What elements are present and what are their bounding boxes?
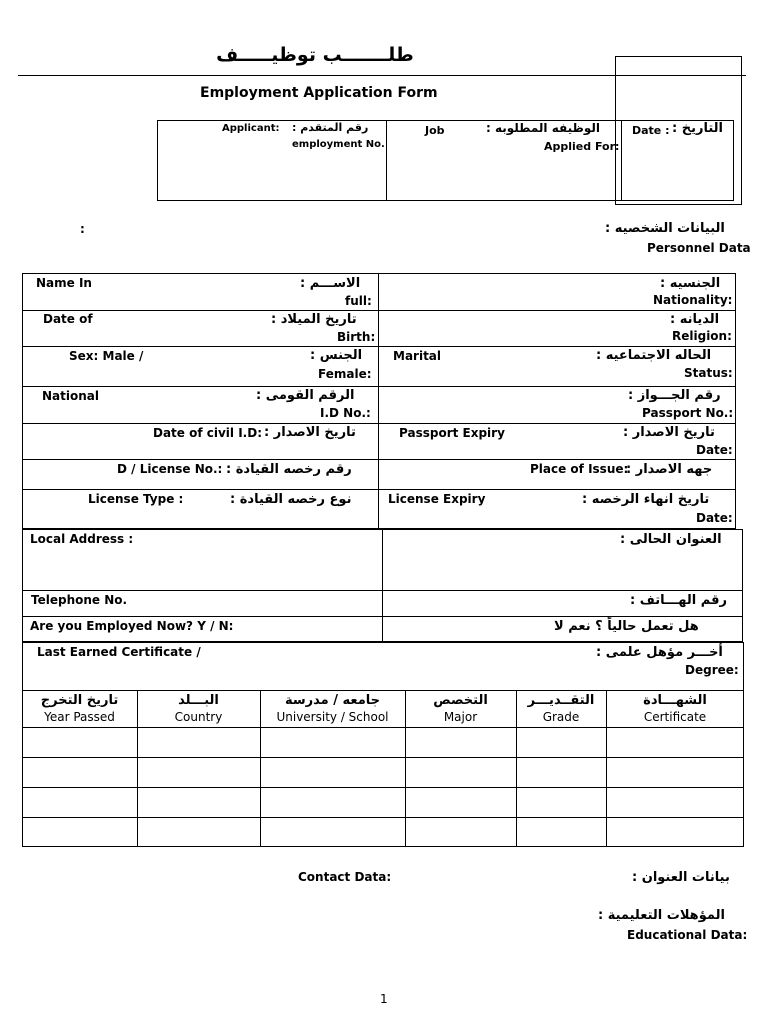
license-no-label-en: D / License No.:: [117, 462, 223, 476]
col-major-ar: التخصص: [433, 693, 488, 708]
col-year-passed-ar: تاريخ التخرج: [40, 693, 119, 708]
col-certificate-ar: الشهـــادة: [643, 693, 707, 708]
phone-label-en: Telephone No.: [31, 593, 128, 607]
applied-for-input[interactable]: [388, 155, 620, 199]
marital-label-en: Marital: [393, 349, 442, 363]
nationality-label-ar: الجنسيه :: [660, 276, 721, 291]
col-country-en: Country: [174, 710, 223, 724]
education-row-line-3: [22, 787, 744, 788]
applicant-label: Applicant:: [222, 123, 280, 134]
civil-id-issue-label-ar: تاريخ الاصدار :: [264, 425, 356, 440]
job-label: Job: [425, 124, 445, 137]
phone-label-ar: رقم الهـــاتف :: [630, 593, 727, 608]
col-grade-en: Grade: [542, 710, 580, 724]
date-input[interactable]: [623, 145, 733, 199]
date-label: Date :: [632, 124, 670, 137]
applicant-input[interactable]: [159, 155, 385, 199]
row-line-1: [22, 310, 736, 311]
address-label-en: Local Address :: [30, 532, 134, 546]
national-id-label-ar: الرقم القومى :: [256, 388, 355, 403]
religion-label-ar: الديانه :: [670, 312, 720, 327]
license-expiry-label-en: License Expiry: [388, 492, 486, 506]
dob-label-ar: تاريخ الميلاد :: [271, 312, 357, 327]
civil-id-date-label-en: Date of civil I.D:: [153, 426, 262, 440]
row-line-5: [22, 459, 736, 460]
contact-data-label-ar: بيانات العنوان :: [632, 870, 730, 885]
license-no-label-ar: رقم رخصه القيادة :: [226, 462, 352, 477]
qualifications-label-ar: المؤهلات التعليمية :: [598, 908, 725, 923]
address-column-divider: [382, 529, 383, 642]
national-id-no-label: I.D No.:: [320, 406, 371, 420]
last-certificate-label: Last Earned Certificate /: [37, 645, 201, 659]
employment-no-label: employment No.: [292, 139, 385, 150]
passport-no-label-en: Passport No.:: [642, 406, 734, 420]
applicant-no-arabic: رقم المتقدم :: [292, 121, 369, 134]
col-year-passed-en: Year Passed: [44, 710, 115, 724]
personal-heading-english: Personnel Data: [647, 241, 751, 255]
col-university-ar: جامعه / مدرسة: [284, 693, 381, 708]
sex-label-ar: الجنس :: [310, 348, 363, 363]
address-row-line-2: [22, 616, 743, 617]
form-title-arabic: طلـــــــب توظيـــــف: [216, 44, 414, 66]
qualifications-label-en: Educational Data:: [627, 928, 748, 942]
row-line-4: [22, 423, 736, 424]
applied-for-label: Applied For:: [544, 140, 620, 153]
address-row-line-1: [22, 590, 743, 591]
degree-label-en: Degree:: [685, 663, 739, 677]
name-full-label: full:: [345, 294, 372, 308]
religion-label-en: Religion:: [672, 329, 732, 343]
employed-question-en: Are you Employed Now? Y / N:: [30, 619, 234, 633]
passport-date-label-en: Date:: [696, 443, 733, 457]
dob-label-en: Date of: [43, 312, 93, 326]
education-row-line-2: [22, 757, 744, 758]
col-country-ar: البـــلد: [178, 693, 219, 708]
dob-birth-label: Birth:: [337, 330, 376, 344]
education-row-line-1: [22, 727, 744, 728]
col-certificate-en: Certificate: [643, 710, 707, 724]
degree-label-ar: أخـــر مؤهل علمى :: [596, 645, 723, 660]
job-arabic: الوظيفه المطلوبه :: [486, 121, 600, 135]
form-title-english: Employment Application Form: [200, 85, 438, 101]
col-major-en: Major: [443, 710, 478, 724]
contact-data-label-en: Contact Data:: [298, 870, 392, 884]
personal-table-column-divider: [378, 273, 379, 529]
name-label-ar: الاســـم :: [300, 276, 361, 291]
row-line-3: [22, 386, 736, 387]
col-grade-ar: التقــديـــر: [527, 693, 595, 708]
name-label-en: Name In: [36, 276, 92, 290]
marital-status-en: Status:: [684, 366, 733, 380]
top-box-divider-1: [386, 120, 387, 201]
passport-expiry-label: Passport Expiry: [399, 426, 505, 440]
place-of-issue-label-en: Place of Issue:: [530, 462, 629, 476]
license-expiry-date-label-en: Date:: [696, 511, 733, 525]
education-row-line-4: [22, 817, 744, 818]
education-header-line: [22, 690, 744, 691]
license-type-label-ar: نوع رخصه القيادة :: [230, 492, 352, 507]
passport-no-label-ar: رقم الجـــواز :: [628, 388, 721, 403]
sex-female-label: Female:: [318, 367, 372, 381]
marital-label-ar: الحاله الاجتماعيه :: [596, 348, 712, 363]
row-line-6: [22, 489, 736, 490]
row-line-2: [22, 346, 736, 347]
date-arabic: التاريخ :: [672, 121, 723, 136]
page-number: 1: [380, 992, 388, 1006]
national-label-en: National: [42, 389, 99, 403]
sex-label-en: Sex: Male /: [69, 349, 144, 363]
address-label-ar: العنوان الحالى :: [620, 532, 722, 547]
passport-issue-date-label-ar: تاريخ الاصدار :: [623, 425, 715, 440]
personal-heading-colon: :: [80, 222, 85, 236]
personal-heading-arabic: البيانات الشخصيه :: [605, 221, 725, 236]
top-box-divider-2: [621, 120, 622, 201]
employed-question-ar: هل تعمل حالياً ؟ نعم لا: [554, 619, 699, 634]
place-of-issue-label-ar: جهه الاصدار :: [626, 462, 713, 477]
license-type-label-en: License Type :: [88, 492, 184, 506]
nationality-label-en: Nationality:: [653, 293, 733, 307]
col-university-en: University / School: [276, 710, 389, 724]
license-expiry-label-ar: تاريخ انهاء الرخصه :: [582, 492, 710, 507]
